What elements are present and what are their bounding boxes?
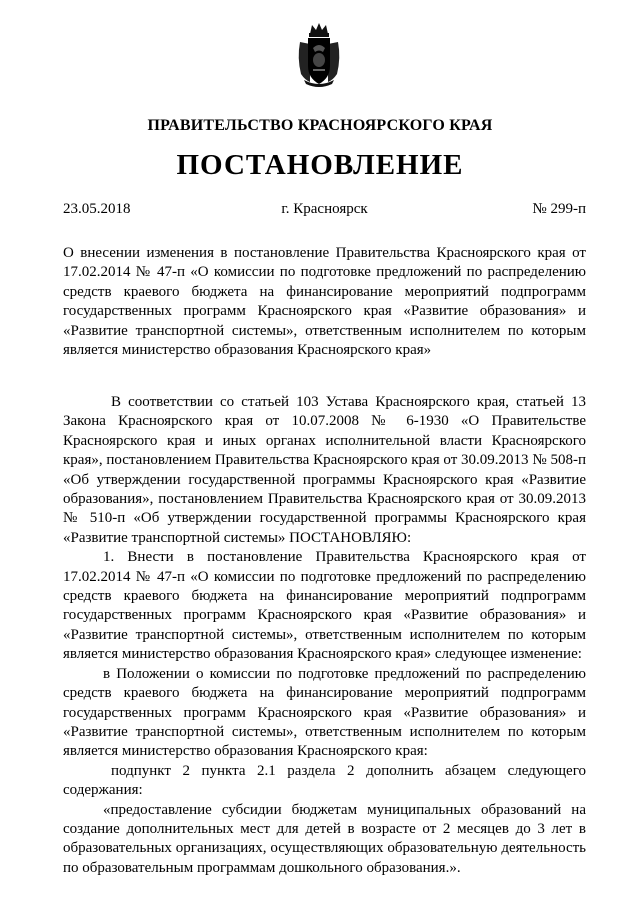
document-body bbox=[63, 393, 586, 878]
paragraph-item-1: 1. Внести в постановление Правительства Красноярского края от 17.02.2014 № 47-п «О комиссии по подготовке предложений по распределению средств краевого бюджета на финансирование мероприятий подпрограмм государственных программ Красноярского края «Развитие образования» и «Развитие транспортной системы», ответственным исполнителем по которым является министерство образования Красноярского края» следующее изменение: bbox=[63, 549, 586, 663]
paragraph-quote: «предоставление субсидии бюджетам муниципальных образований на создание дополнительных мест для детей в возрасте от 2 месяцев до 3 лет в образовательных организациях, осуществляющих образовательную деятельность по образовательным программам дошкольного образования.». bbox=[63, 801, 586, 876]
coat-of-arms-icon bbox=[296, 22, 342, 88]
document-subject bbox=[63, 244, 586, 360]
document-number: № 299-п bbox=[532, 201, 586, 217]
document-type: ПОСТАНОВЛЕНИЕ bbox=[176, 149, 464, 181]
document-meta bbox=[63, 201, 586, 221]
subject-text: О внесении изменения в постановление Правительства Красноярского края от 17.02.2014 № 47-п «О комиссии по подготовке предложений по распределению средств краевого бюджета на финансирование мероприятий подпрограмм государственных программ Красноярского края «Развитие образования» и «Развитие транспортной системы», ответственным исполнителем по которым является министерство образования Красноярского края» bbox=[63, 245, 586, 359]
document-date: 23.05.2018 bbox=[63, 201, 131, 217]
document-city: г. Красноярск bbox=[281, 201, 368, 217]
paragraph-preamble: В соответствии со статьей 103 Устава Красноярского края, статьей 13 Закона Красноярского края от 10.07.2008 № 6-1930 «О Правительстве Красноярского края и иных органах исполнительной власти Красноярского края», постановлением Правительства Красноярского края от 30.09.2013 № 508-п «Об утверждении государственной программы Красноярского края «Развитие образования», постановлением Правительства Красноярского края от 30.09.2013 № 510-п «Об утверждении государственной программы Красноярского края «Развитие транспортной системы» ПОСТАНОВЛЯЮ: bbox=[63, 394, 586, 546]
paragraph-regulation: в Положении о комиссии по подготовке предложений по распределению средств краевого бюджета на финансирование мероприятий подпрограмм государственных программ Красноярского края «Развитие образования» и «Развитие транспортной системы», ответственным исполнителем по которым является министерство образования Красноярского края: bbox=[63, 665, 586, 760]
government-title: ПРАВИТЕЛЬСТВО КРАСНОЯРСКОГО КРАЯ bbox=[147, 117, 493, 134]
paragraph-subpoint: подпункт 2 пункта 2.1 раздела 2 дополнить абзацем следующего содержания: bbox=[63, 762, 586, 799]
